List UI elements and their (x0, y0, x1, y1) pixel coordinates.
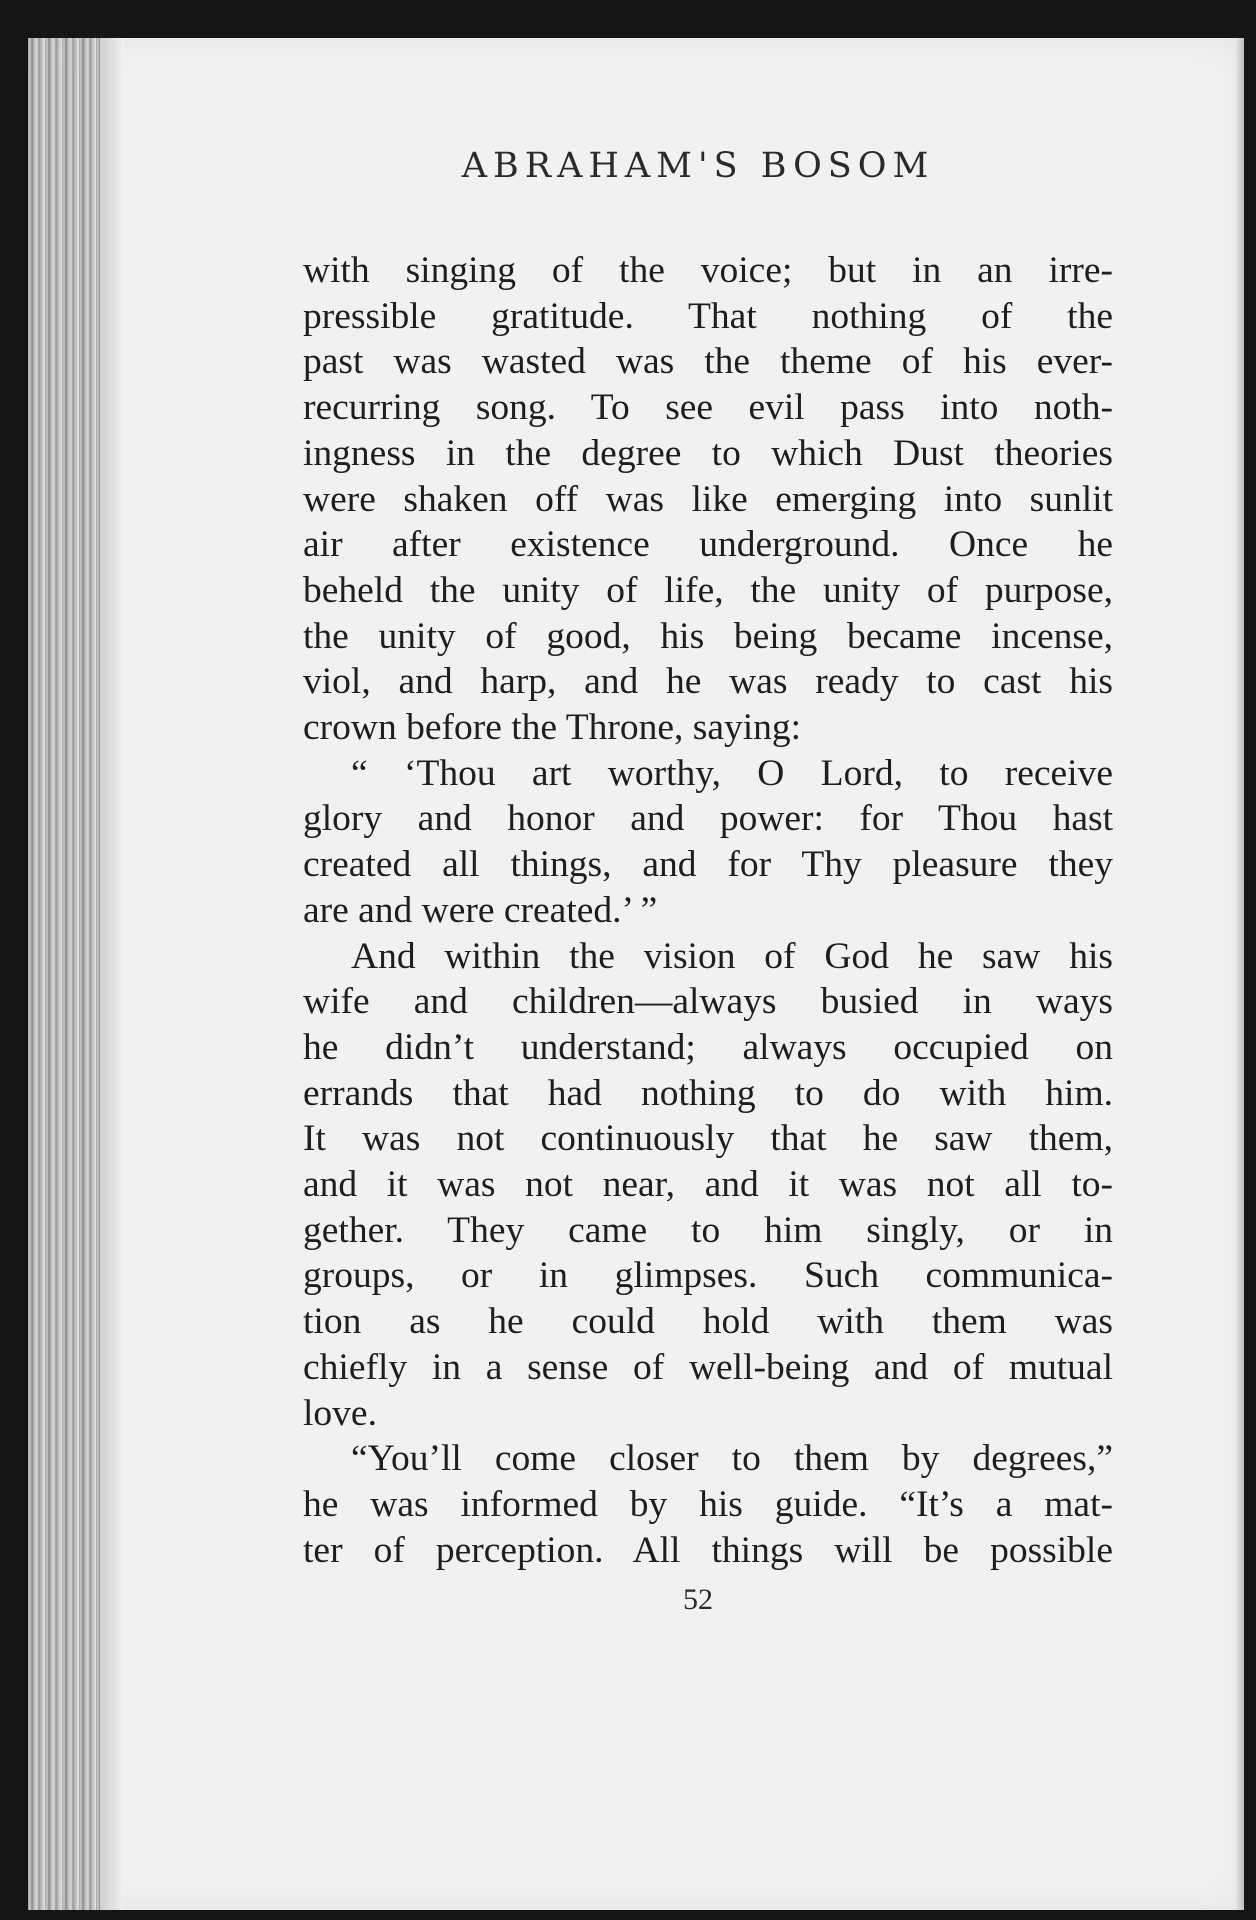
gutter-shadow (100, 38, 124, 1910)
text-line: with singing of the voice; but in an irre- (303, 250, 1113, 291)
text-line: chiefly in a sense of well-being and of mutual (303, 1346, 1113, 1388)
text-line: ingness in the degree to which Dust theories (303, 432, 1113, 474)
page-right-edge (1236, 38, 1244, 1910)
text-line: and it was not near, and it was not all to- (303, 1164, 1113, 1206)
text-line: “You’ll come closer to them by degrees,” (351, 1438, 1113, 1480)
text-line: the unity of good, his being became incense, (303, 615, 1113, 657)
text-line: he was informed by his guide. “It’s a mat- (303, 1483, 1113, 1525)
text-line: beheld the unity of life, the unity of purpose, (303, 569, 1113, 611)
text-line: were shaken off was like emerging into sunlit (303, 478, 1113, 520)
text-line: created all things, and for Thy pleasure they (303, 844, 1113, 886)
text-line: groups, or in glimpses. Such communica- (303, 1255, 1113, 1297)
text-line: crown before the Throne, saying: (303, 707, 802, 749)
text-line: errands that had nothing to do with him. (303, 1072, 1113, 1114)
text-line: pressible gratitude. That nothing of the (303, 295, 1113, 337)
text-line: viol, and harp, and he was ready to cast his (303, 661, 1113, 703)
text-line: recurring song. To see evil pass into noth- (303, 387, 1113, 429)
text-line: wife and children—always busied in ways (303, 981, 1113, 1023)
text-line: And within the vision of God he saw his (351, 935, 1113, 977)
text-line: are and were created.’ ” (303, 889, 658, 931)
text-line: tion as he could hold with them was (303, 1301, 1113, 1343)
running-head: ABRAHAM'S BOSOM (461, 146, 935, 186)
page-spine-edge (28, 38, 100, 1910)
text-line: love. (303, 1392, 377, 1434)
text-line: It was not continuously that he saw them, (303, 1118, 1113, 1160)
body-text (303, 248, 1113, 1573)
text-line: glory and honor and power: for Thou hast (303, 798, 1113, 840)
text-line: he didn’t understand; always occupied on (303, 1026, 1113, 1068)
text-line: gether. They came to him singly, or in (303, 1209, 1113, 1251)
text-line: air after existence underground. Once he (303, 524, 1113, 566)
text-line: past was wasted was the theme of his ever- (303, 341, 1113, 383)
text-line: “ ‘Thou art worthy, O Lord, to receive (351, 752, 1113, 794)
page-number: 52 (683, 1583, 713, 1616)
text-line: ter of perception. All things will be possible (303, 1529, 1113, 1571)
